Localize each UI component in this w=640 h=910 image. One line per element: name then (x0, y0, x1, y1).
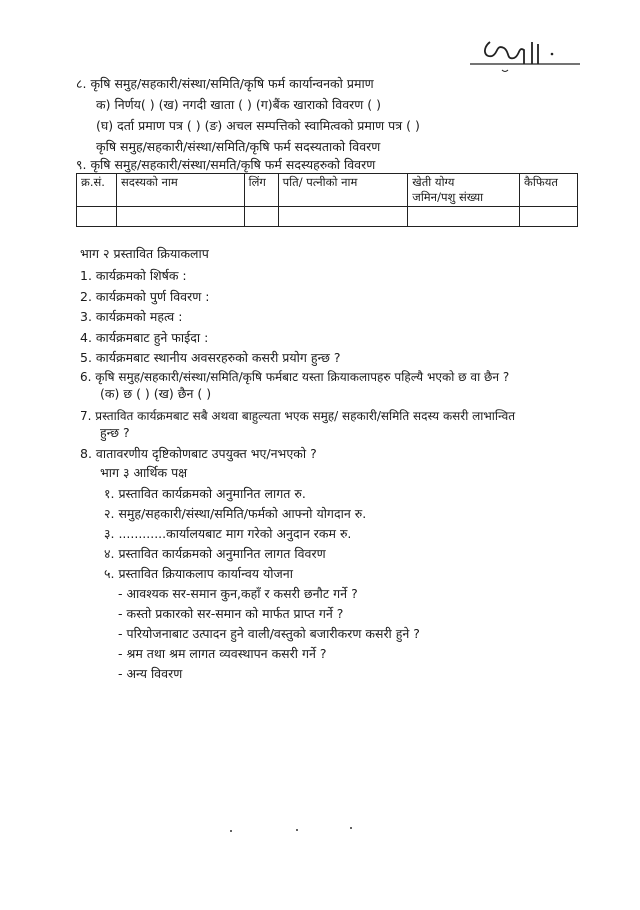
scan-speck (350, 827, 352, 829)
table-cell (520, 207, 578, 227)
part-2-item-6: 6. कृषि समुह/सहकारी/संस्था/समिति/कृषि फर्मबाट यस्ता क्रियाकलापहरु पहिल्यै भएको छ वा छैन ? (80, 370, 510, 384)
header-serial: क्र.सं. (77, 174, 117, 207)
table-row (77, 207, 578, 227)
part-3-sub-4: - श्रम तथा श्रम लागत व्यवस्थापन कसरी गर्ने ? (118, 646, 327, 661)
part-3-sub-1: - आवश्यक सर-समान कुन,कहाँ र कसरी छनौट गर्ने ? (118, 586, 358, 601)
scan-speck (230, 830, 232, 832)
part-2-item-7: 7. प्रस्तावित कार्यक्रमबाट सबै अथवा बाहुल्यता भएक समुह/ सहकारी/समिति सदस्य कसरी लाभान्वित (80, 409, 516, 423)
section-8-options-2: (घ) दर्ता प्रमाण पत्र ( ) (ङ) अचल सम्पत्तिको स्वामित्वको प्रमाण पत्र ( ) (96, 118, 420, 133)
section-9-title: ९. कृषि समुह/सहकारी/संस्था/समति/कृषि फर्म सदस्यहरुको विवरण (76, 157, 376, 172)
members-table (76, 173, 578, 227)
part-3-item-1: १. प्रस्तावित कार्यक्रमको अनुमानित लागत रु. (104, 486, 306, 501)
header-gender: लिंग (244, 174, 278, 207)
table-cell (278, 207, 408, 227)
part-2-item-2: 2. कार्यक्रमको पुर्ण विवरण : (80, 289, 210, 304)
part-3-sub-3: - परियोजनाबाट उत्पादन हुने वाली/वस्तुको बजारीकरण कसरी हुने ? (118, 626, 420, 641)
header-land-livestock (408, 174, 520, 207)
part-2-item-1: 1. कार्यक्रमको शिर्षक : (80, 268, 187, 283)
section-8-options-1: क) निर्णय( ) (ख) नगदी खाता ( ) (ग)बैंक खाराको विवरण ( ) (96, 97, 382, 112)
handwritten-signature (462, 34, 592, 74)
part-2-item-7-cont: हुन्छ ? (100, 425, 130, 440)
section-8-title: ८. कृषि समुह/सहकारी/संस्था/समिति/कृषि फर्म कार्यान्वनको प्रमाण (76, 76, 374, 91)
part-3-item-5: ५. प्रस्तावित क्रियाकलाप कार्यान्वय योजना (104, 566, 293, 581)
table-cell (116, 207, 244, 227)
header-remarks: कैफियत (520, 174, 578, 207)
table-cell (77, 207, 117, 227)
section-8-membership-line: कृषि समुह/सहकारी/संस्था/समिति/कृषि फर्म सदस्यताको विवरण (96, 139, 381, 154)
table-header-row (77, 174, 578, 207)
part-2-item-3: 3. कार्यक्रमको महत्व : (80, 309, 183, 324)
header-member-name: सदस्यको नाम (116, 174, 244, 207)
part-3-sub-2: - कस्तो प्रकारको सर-समान को मार्फत प्राप्त गर्ने ? (118, 606, 344, 621)
part-3-title: भाग ३ आर्थिक पक्ष (100, 465, 188, 480)
part-3-sub-5: - अन्य विवरण (118, 666, 183, 681)
part-2-title: भाग २ प्रस्तावित क्रियाकलाप (80, 246, 209, 261)
table-cell (244, 207, 278, 227)
part-2-item-6-options: (क) छ ( ) (ख) छैन ( ) (100, 386, 212, 401)
part-2-item-4: 4. कार्यक्रमबाट हुने फाईदा : (80, 330, 209, 345)
header-land-sub: जमिन/पशु संख्या (412, 190, 484, 204)
part-2-item-5: 5. कार्यक्रमबाट स्थानीय अवसरहरुको कसरी प्रयोग हुन्छ ? (80, 350, 341, 365)
part-3-item-4: ४. प्रस्तावित कार्यक्रमको अनुमानित लागत विवरण (104, 546, 326, 561)
part-3-item-3: ३. ............कार्यालयबाट माग गरेको अनुदान रकम रु. (104, 526, 352, 541)
part-2-item-8: 8. वातावरणीय दृष्टिकोणबाट उपयुक्त भए/नभएको ? (80, 446, 317, 461)
scan-speck (296, 829, 298, 831)
header-land-label: खेती योग्य (412, 175, 455, 189)
header-spouse-name: पति/ पत्नीको नाम (278, 174, 408, 207)
table-cell (408, 207, 520, 227)
part-3-item-2: २. समुह/सहकारी/संस्था/समिति/फर्मको आफ्नो योगदान रु. (104, 506, 367, 521)
